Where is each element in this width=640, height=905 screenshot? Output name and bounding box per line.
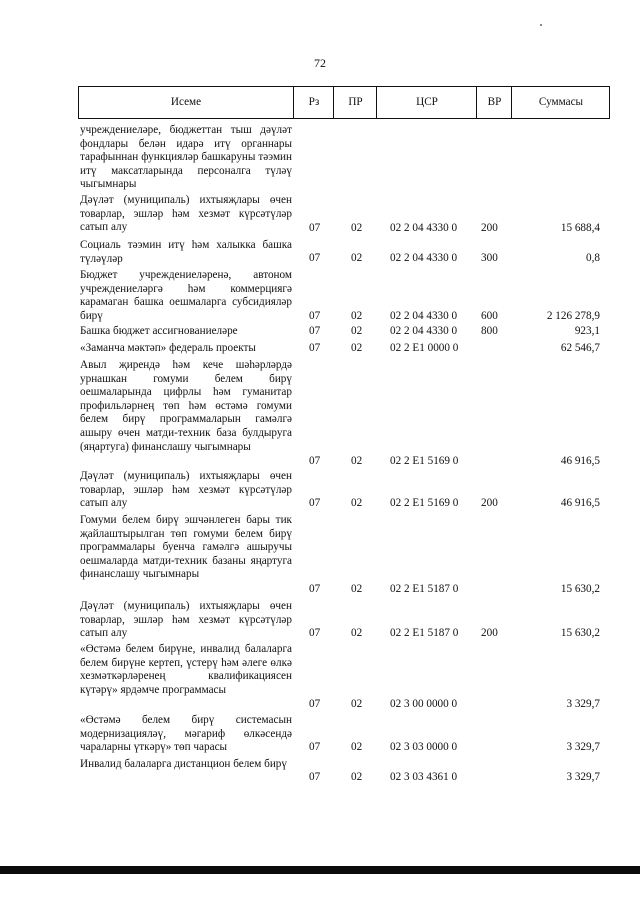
table-header: [78, 86, 610, 119]
row-csr: 02 2 E1 5169 0: [390, 455, 459, 467]
row-sum: 3 329,7: [566, 741, 600, 753]
row-rz: 07: [309, 741, 321, 753]
row-sum: 3 329,7: [566, 771, 600, 783]
row-sum: 3 329,7: [566, 698, 600, 710]
row-csr: 02 3 00 0000 0: [390, 698, 458, 710]
row-name: Дәүләт (муниципаль) ихтыяҗлары өчен товарлар, эшләр һәм хезмәт күрсәтүләр сатып алу: [80, 194, 292, 234]
row-pr: 02: [351, 771, 363, 783]
row-rz: 07: [309, 252, 321, 264]
row-csr: 02 2 E1 5187 0: [390, 627, 459, 639]
row-name: Башка бюджет ассигнованиеләре: [80, 325, 238, 337]
row-rz: 07: [309, 771, 321, 783]
row-pr: 02: [351, 698, 363, 710]
header-sum: Суммасы: [511, 87, 610, 118]
row-pr: 02: [351, 310, 363, 322]
row-csr: 02 3 03 0000 0: [390, 741, 458, 753]
row-name: Социаль тәэмин итү һәм халыкка башка түләүләр: [80, 239, 292, 265]
scan-bottom-band: [0, 866, 640, 874]
row-pr: 02: [351, 252, 363, 264]
scan-speck: [540, 24, 542, 26]
header-vr: ВР: [476, 87, 512, 118]
row-name: Дәүләт (муниципаль) ихтыяҗлары өчен товарлар, эшләр һәм хезмәт күрсәтүләр сатып алу: [80, 600, 292, 640]
header-name: Исеме: [170, 96, 202, 108]
row-csr: 02 2 04 4330 0: [390, 252, 458, 264]
row-sum: 46 916,5: [560, 497, 600, 509]
row-csr: 02 2 E1 5169 0: [390, 497, 459, 509]
row-sum: 15 688,4: [560, 222, 600, 234]
row-rz: 07: [309, 222, 321, 234]
row-name: Бюджет учреждениеләренә, автоном учреждениеләргә һәм коммерциягә карамаган башка оешмаларга субсидияләр бирү: [80, 269, 292, 322]
row-sum: 46 916,5: [560, 455, 600, 467]
row-sum: 15 630,2: [560, 583, 600, 595]
row-pr: 02: [351, 583, 363, 595]
row-pr: 02: [351, 497, 363, 509]
header-pr: ПР: [333, 87, 377, 118]
row-sum: 15 630,2: [560, 627, 600, 639]
row-rz: 07: [309, 497, 321, 509]
row-csr: 02 2 E1 0000 0: [390, 342, 459, 354]
row-csr: 02 2 04 4330 0: [390, 310, 458, 322]
row-rz: 07: [309, 342, 321, 354]
row-rz: 07: [309, 455, 321, 467]
row-sum: 0,8: [586, 252, 600, 264]
row-vr: 200: [481, 497, 498, 509]
row-rz: 07: [309, 698, 321, 710]
row-vr: 800: [481, 325, 498, 337]
row-vr: 200: [481, 627, 498, 639]
row-vr: 600: [481, 310, 498, 322]
row-pr: 02: [351, 455, 363, 467]
row-rz: 07: [309, 310, 321, 322]
row-name: Инвалид балаларга дистанцион белем бирү: [80, 758, 287, 770]
row-csr: 02 2 04 4330 0: [390, 325, 458, 337]
row-csr: 02 2 E1 5187 0: [390, 583, 459, 595]
row-name: «Өстәмә белем бирүне, инвалид балаларга белем бирүне кертеп, үстерү һәм әлеге өлкә хезмәткәрләренең квалификациясен күтәрү» ярдәмче программасы: [80, 643, 292, 696]
row-sum: 62 546,7: [560, 342, 600, 354]
row-pr: 02: [351, 325, 363, 337]
row-rz: 07: [309, 583, 321, 595]
row-name: Гомуми белем бирү эшчәнлеген бары тик җайлаштырылган төп гомуми белем бирү программалары буенча гамәлгә ашыручы оешмаларда матди-техник базаны яңартуга финанслашу чыгымнары: [80, 514, 292, 581]
row-pr: 02: [351, 342, 363, 354]
row-name: учреждениеләре, бюджеттан тыш дәүләт фондлары белән идарә итү органнары тарафыннан функцияләр башкаруны тәэмин итү максатларында персоналга түләү чыгымнары: [80, 124, 292, 191]
row-csr: 02 3 03 4361 0: [390, 771, 458, 783]
row-vr: 200: [481, 222, 498, 234]
row-name: «Заманча мәктәп» федераль проекты: [80, 342, 256, 354]
row-pr: 02: [351, 627, 363, 639]
header-rz: Рз: [293, 87, 334, 118]
row-name: Дәүләт (муниципаль) ихтыяҗлары өчен товарлар, эшләр һәм хезмәт күрсәтүләр сатып алу: [80, 470, 292, 510]
row-name: Авыл җирендә һәм кече шәһәрләрдә урнашкан гомуми белем бирү оешмаларында цифрлы һәм гуманитар профильләрнең төп һәм өстәмә гомуми белем бирү программаларын гамәлгә ашыру өчен матди-техник база булдыруга (яңартуга) финанслашу чыгымнары: [80, 359, 292, 453]
page-number: 72: [314, 56, 326, 70]
row-pr: 02: [351, 741, 363, 753]
row-vr: 300: [481, 252, 498, 264]
header-csr: ЦСР: [376, 87, 477, 118]
row-sum: 923,1: [574, 325, 600, 337]
row-sum: 2 126 278,9: [546, 310, 600, 322]
row-name: «Өстәмә белем бирү системасын модернизацияләү, мәгариф өлкәсендә чараларны үткәрү» төп чарасы: [80, 714, 292, 754]
row-rz: 07: [309, 325, 321, 337]
row-csr: 02 2 04 4330 0: [390, 222, 458, 234]
row-rz: 07: [309, 627, 321, 639]
row-pr: 02: [351, 222, 363, 234]
